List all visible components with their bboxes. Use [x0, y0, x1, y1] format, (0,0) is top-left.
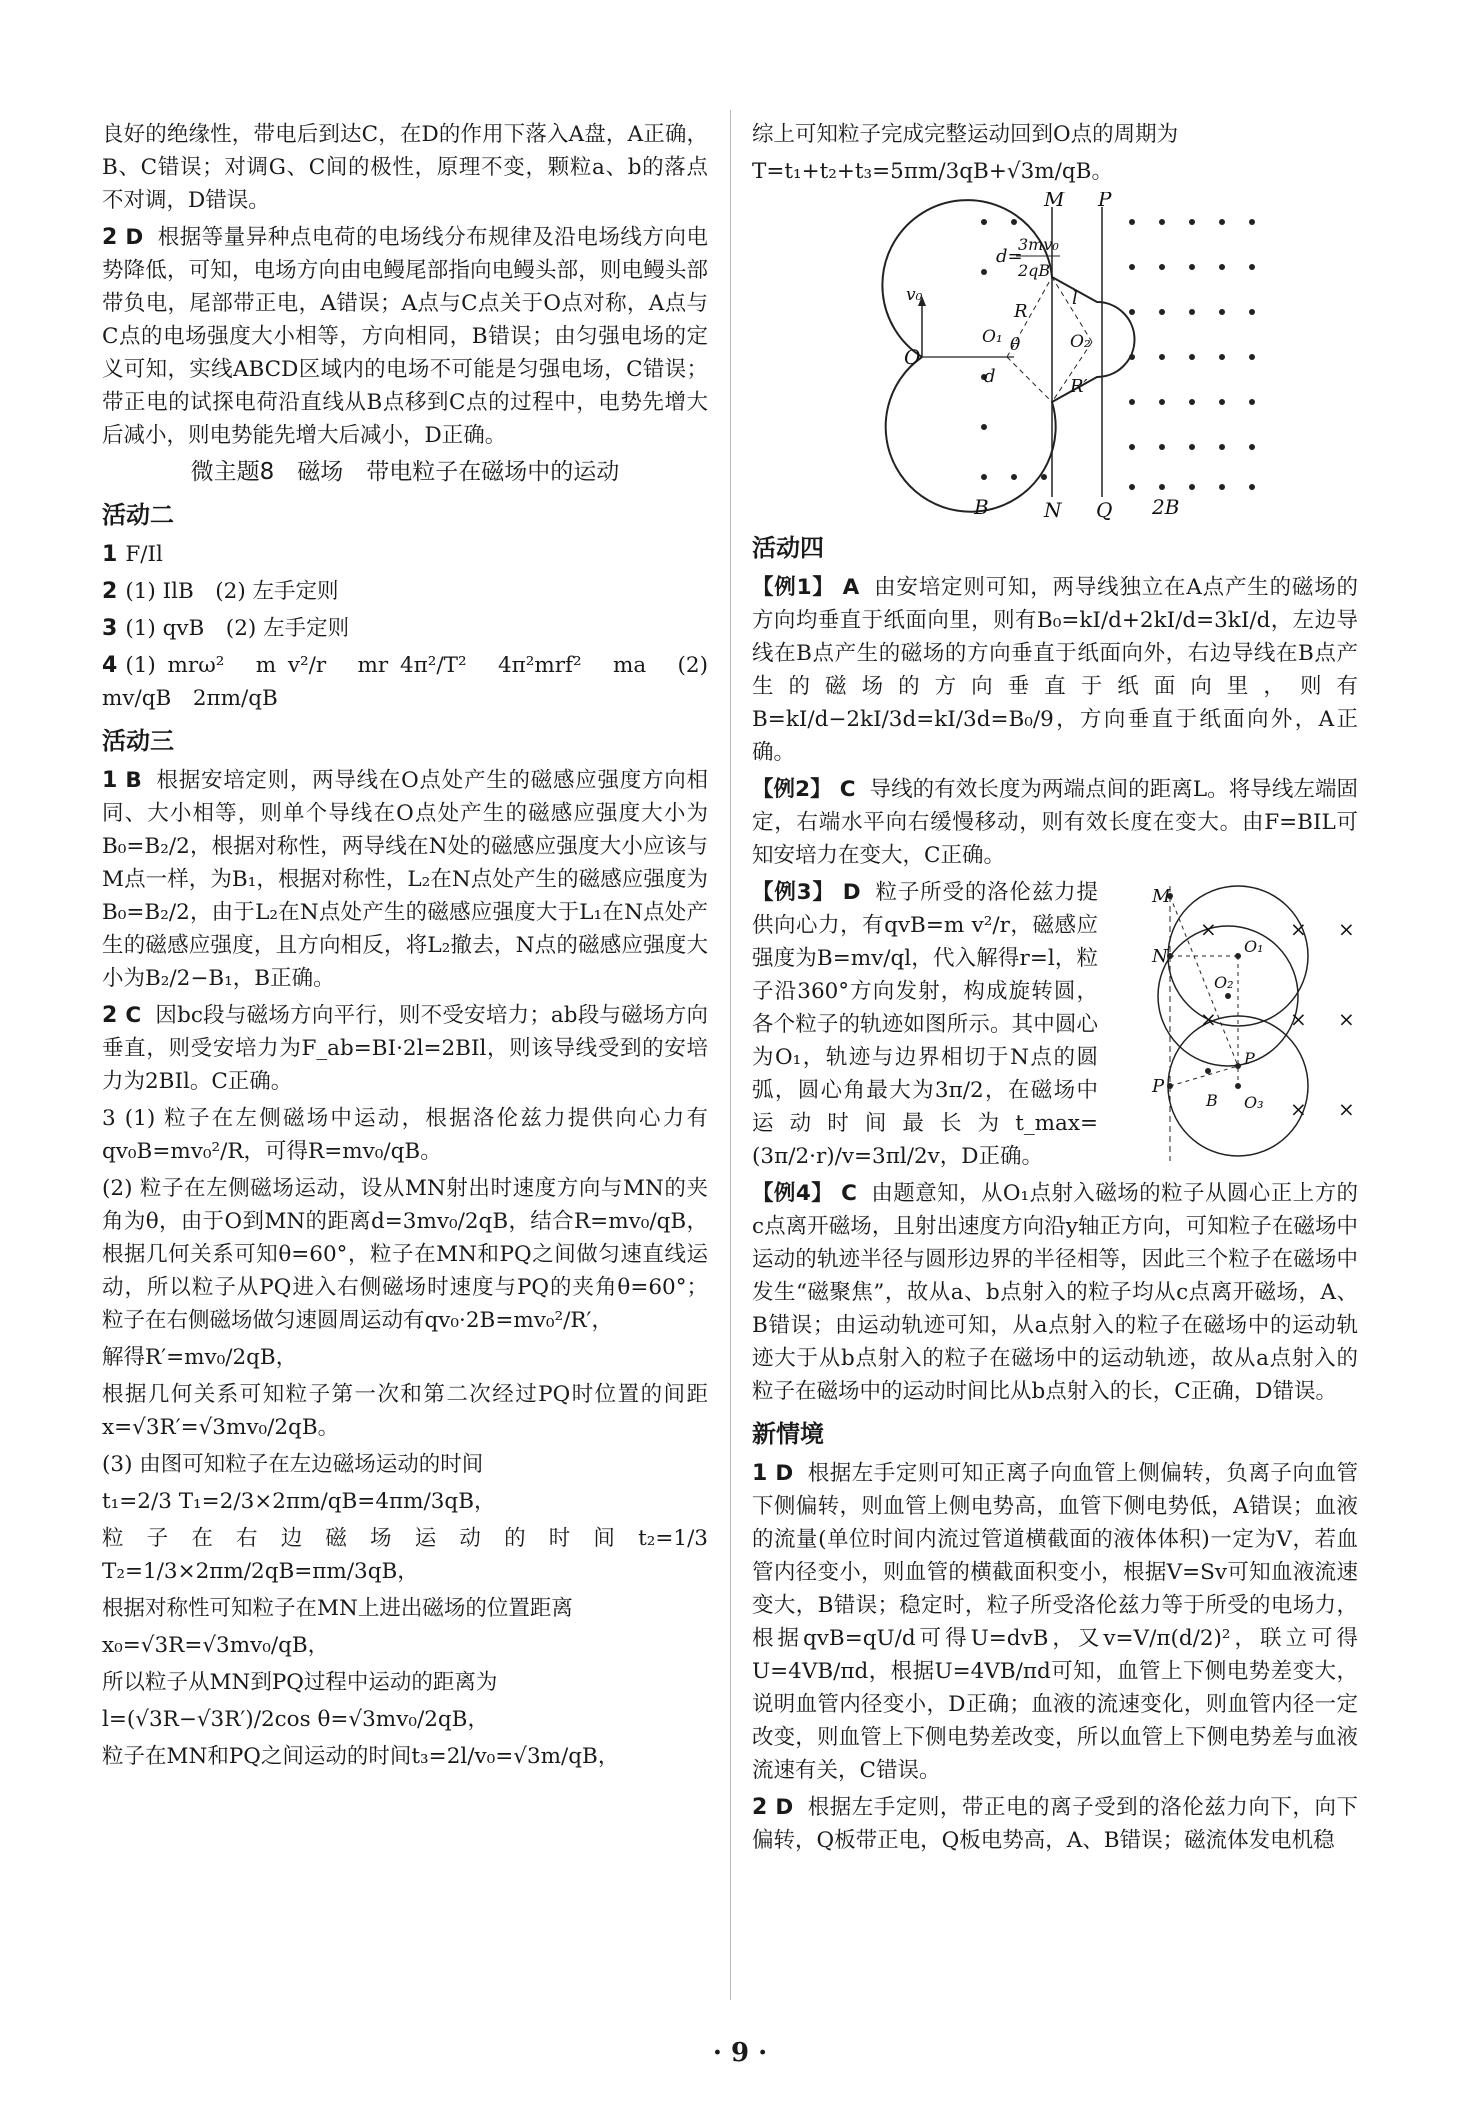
section-heading: 活动二 — [102, 501, 174, 529]
paragraph: 根据对称性可知粒子在MN上进出磁场的位置距离 — [102, 1596, 573, 1621]
label-O2: O₂ — [1214, 973, 1234, 992]
paragraph: t₁=2/3 T₁=2/3×2πm/qB=4πm/3qB， — [102, 1489, 496, 1514]
field-x-icon: × — [1338, 1007, 1355, 1031]
field-x-icon: × — [1338, 1097, 1355, 1121]
paragraph: 粒子在右边磁场运动的时间t₂=1/3 T₂=1/3×2πm/2qB=πm/3qB， — [102, 1526, 708, 1584]
paragraph: 根据几何关系可知粒子第一次和第二次经过PQ时位置的间距x=√3R′=√3mv₀/2qB。 — [102, 1382, 708, 1440]
label-N: N — [1152, 946, 1168, 967]
page-number: · 9 · — [712, 2038, 768, 2068]
label-Rprime: R′ — [1070, 376, 1088, 397]
label-d-num: 3mv₀ — [1018, 235, 1059, 254]
column-divider — [730, 110, 731, 2000]
paragraph: 所以粒子从MN到PQ过程中运动的距离为 — [102, 1670, 498, 1695]
label-N: N — [1044, 498, 1062, 522]
rotating-circles-figure — [1108, 876, 1358, 1166]
label-Q: Q — [1096, 498, 1113, 522]
label-B: B — [974, 495, 989, 519]
paragraph: 良好的绝缘性，带电后到达C，在D的作用下落入A盘，A正确，B、C错误；对调G、C间的极性，原理不变，颗粒a、b的落点不对调，D错误。 — [102, 122, 708, 213]
trajectory-diagram — [752, 192, 1358, 522]
label-2B: 2B — [1152, 495, 1180, 519]
topic-heading: 微主题8 磁场 带电粒子在磁场中的运动 — [190, 459, 620, 485]
right-column — [752, 118, 1358, 1861]
dashed-line — [1170, 1066, 1238, 1086]
field-x-icon: × — [1338, 917, 1355, 941]
paragraph: 粒子在MN和PQ之间运动的时间t₃=2l/v₀=√3m/qB， — [102, 1744, 620, 1769]
answer-item: 1 F/Il — [102, 542, 163, 567]
label-v0: v₀ — [906, 285, 923, 305]
paragraph: T=t₁+t₂+t₃=5πm/3qB+√3m/qB。 — [752, 159, 1113, 184]
answer-item: 2 D 根据左手定则，带正电的离子受到的洛伦兹力向下，向下偏转，Q板带正电，Q板电势高，A、B错误；磁流体发电机稳 — [752, 1795, 1358, 1853]
label-P: P — [1152, 1076, 1165, 1097]
label-d-eq: d= — [996, 246, 1023, 267]
section-heading: 活动四 — [752, 534, 824, 562]
example-item: 【例1】 A 由安培定则可知，两导线独立在A点产生的磁场的方向均垂直于纸面向里，则有B₀=kI/d+2kI/d=3kI/d，左边导线在B点产生的磁场的方向垂直于纸面向外，右边导线在B点产生的磁场的方向垂直于纸面向里，则有B=kI/d−2kI/3d=kI/3d=B₀/9，方向垂直于纸面向外，A正确。 — [752, 575, 1358, 765]
label-M: M — [1152, 886, 1171, 907]
field-x-icon: × — [1290, 1097, 1307, 1121]
answer-item: 2 C 因bc段与磁场方向平行，则不受安培力；ab段与磁场方向垂直，则受安培力为F_ab=BI·2l=2BIl，则该导线受到的安培力为2BIl。C正确。 — [102, 1003, 708, 1094]
label-O: O — [904, 345, 921, 369]
example-with-figure — [752, 876, 1358, 1177]
label-O1: O₁ — [1244, 937, 1264, 956]
label-R: R — [1014, 301, 1028, 322]
field-dots-right — [1129, 219, 1255, 490]
answer-item: 3 (1) qvB (2) 左手定则 — [102, 616, 350, 641]
answer-item: 1 D 根据左手定则可知正离子向血管上侧偏转，负离子向血管下侧偏转，则血管上侧电势高，血管下侧电势低，A错误；血液的流量(单位时间内流过管道横截面的液体体积)一定为V，若血管内径变小，则血管的横截面积变小，根据V=Sv可知血液流速变大，B错误；稳定时，粒子所受洛伦兹力等于所受的电场力，根据qvB=qU/d可得U=dvB，又v=V/π(d/2)²，联立可得U=4VB/πd，根据U=4VB/πd可知，血管上下侧电势差变大，说明血管内径变小，D正确；血液的流速变化，则血管内径一定改变，则血管上下侧电势差改变，所以血管上下侧电势差与血液流速有关，C错误。 — [752, 1461, 1358, 1783]
paragraph: 综上可知粒子完成完整运动回到O点的周期为 — [752, 122, 1179, 147]
dashed-line — [1007, 357, 1052, 402]
magnetic-field-figure — [752, 192, 1358, 522]
label-O3: O₃ — [1244, 1093, 1264, 1112]
field-x-icon: × — [1290, 917, 1307, 941]
paragraph: l=(√3R−√3R′)/2cos θ=√3mv₀/2qB， — [102, 1707, 489, 1732]
label-P: P — [1098, 192, 1112, 211]
label-theta: θ — [1010, 335, 1021, 355]
label-d-den: 2qB — [1018, 261, 1051, 280]
answer-item: 4 (1) mrω² m v²/r mr 4π²/T² 4π²mrf² ma (2) mv/qB 2πm/qB — [102, 653, 708, 711]
label-M: M — [1044, 192, 1065, 211]
answer-item: 2 D 根据等量异种点电荷的电场线分布规律及沿电场线方向电势降低，可知，电场方向由电鳗尾部指向电鳗头部，则电鳗头部带负电，尾部带正电，A错误；A点与C点关于O点对称，A点与C点的电场强度大小相等，方向相同，B错误；由匀强电场的定义可知，实线ABCD区域内的电场不可能是匀强电场，C错误；带正电的试探电荷沿直线从B点移到C点的过程中，电势先增大后减小，则电势能先增大后减小，D正确。 — [102, 225, 708, 448]
label-O2: O₂ — [1070, 332, 1091, 352]
section-heading: 活动三 — [102, 727, 174, 755]
field-x-icon: × — [1200, 917, 1217, 941]
label-l: l — [1072, 288, 1078, 309]
answer-item: 1 B 根据安培定则，两导线在O点处产生的磁感应强度方向相同、大小相等，则单个导线在O点处产生的磁感应强度大小为B₀=B₂/2，根据对称性，两导线在N处的磁感应强度大小应该与M点一样，为B₁，根据对称性，L₂在N点处产生的磁感应强度为B₀=B₂/2，由于L₂在N点处产生的磁感应强度大于L₁在N点处产生的磁感应强度，且方向相反，将L₂撤去，N点的磁感应强度大小为B₂/2−B₁，B正确。 — [102, 768, 708, 991]
label-P2: P — [1244, 1049, 1255, 1068]
field-x-icon: × — [1290, 1007, 1307, 1031]
paragraph: (3) 由图可知粒子在左边磁场运动的时间 — [102, 1452, 484, 1477]
paragraph: (2) 粒子在左侧磁场运动，设从MN射出时速度方向与MN的夹角为θ，由于O到MN的距离d=3mv₀/2qB，结合R=mv₀/qB，根据几何关系可知θ=60°，粒子在MN和PQ之间做匀速直线运动，所以粒子从PQ进入右侧磁场时速度与PQ的夹角θ=60°；粒子在右侧磁场做匀速圆周运动有qv₀·2B=mv₀²/R′， — [102, 1176, 708, 1333]
label-d: d — [984, 366, 996, 387]
label-O1: O₁ — [982, 327, 1003, 347]
paragraph: 3 (1) 粒子在左侧磁场中运动，根据洛伦兹力提供向心力有qv₀B=mv₀²/R，可得R=mv₀/qB。 — [102, 1106, 708, 1164]
example-item: 【例2】 C 导线的有效长度为两端点间的距离L。将导线左端固定，右端水平向右缓慢移动，则有效长度在变大。由F=BIL可知安培力在变大，C正确。 — [752, 777, 1358, 868]
example-item: 【例4】 C 由题意知，从O₁点射入磁场的粒子从圆心正上方的c点离开磁场，且射出速度方向沿y轴正方向，可知粒子在磁场中运动的轨迹半径与圆形边界的半径相等，因此三个粒子在磁场中发生“磁聚焦”，故从a、b点射入的粒子均从c点离开磁场，A、B错误；由运动轨迹可知，从a点射入的粒子在磁场中的运动轨迹大于从b点射入的粒子在磁场中的运动轨迹，故从a点射入的粒子在磁场中的运动时间比从b点射入的长，C正确，D错误。 — [752, 1181, 1358, 1404]
example-item: 【例3】 D 粒子所受的洛伦兹力提供向心力，有qvB=m v²/r，磁感应强度为B=mv/ql，代入解得r=l，粒子沿360°方向发射，构成旋转圆，各个粒子的轨迹如图所示。其中圆心为O₁，轨迹与边界相切于N点的圆弧，圆心角最大为3π/2，在磁场中运动时间最长为t_max=(3π/2·r)/v=3πl/2v，D正确。 — [752, 880, 1098, 1169]
label-B: B — [1206, 1091, 1218, 1110]
field-x-icon: × — [1200, 1007, 1217, 1031]
paragraph: x₀=√3R=√3mv₀/qB， — [102, 1633, 330, 1658]
answer-item: 2 (1) IlB (2) 左手定则 — [102, 579, 339, 604]
left-column — [102, 118, 708, 1777]
section-heading: 新情境 — [752, 1420, 824, 1448]
paragraph: 解得R′=mv₀/2qB， — [102, 1345, 298, 1370]
